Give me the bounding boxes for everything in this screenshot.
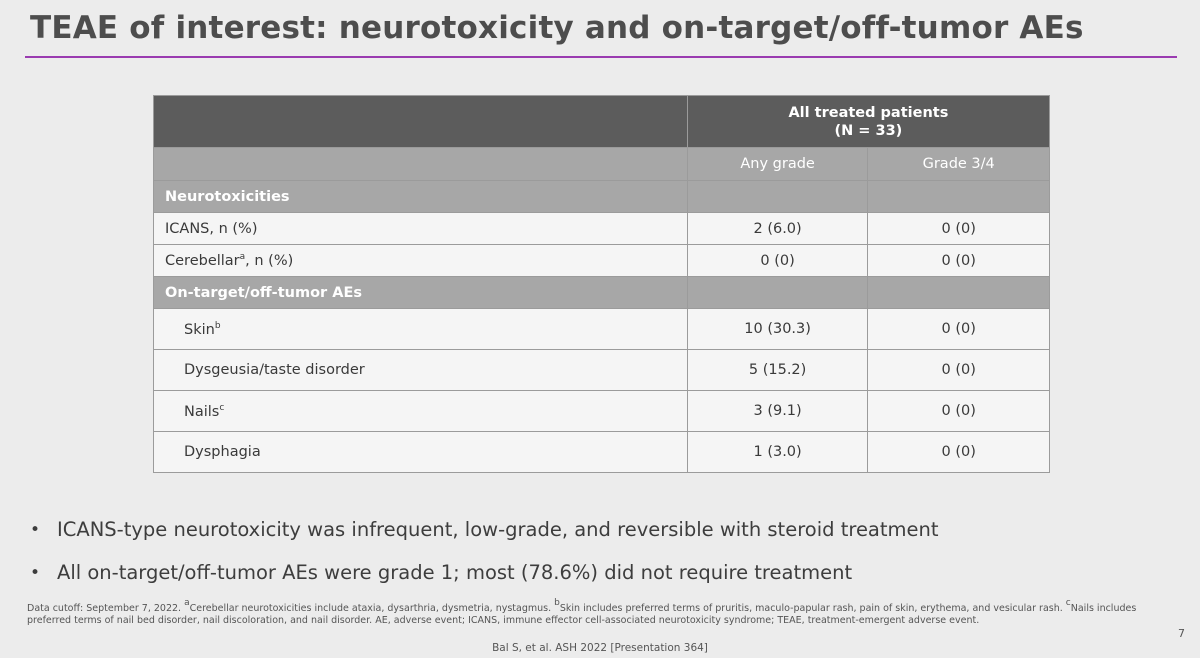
- table-row: [154, 432, 1050, 473]
- bullet-list: [30, 508, 939, 594]
- any-grade-value: 0 (0): [687, 245, 868, 277]
- footnote-marker: a: [239, 252, 246, 262]
- group-header-cell: [687, 96, 1049, 148]
- section-label: On-target/off-tumor AEs: [154, 277, 688, 309]
- grade-3-4-value: 0 (0): [868, 432, 1050, 473]
- any-grade-value: 2 (6.0): [687, 213, 868, 245]
- slide-title: TEAE of interest: neurotoxicity and on-target/off-tumor AEs: [30, 10, 1084, 46]
- row-label: Dysphagia: [154, 432, 688, 473]
- bullet-text: ICANS-type neurotoxicity was infrequent, low-grade, and reversible with steroid treatment: [57, 518, 939, 541]
- section-empty-cell: [687, 277, 868, 309]
- any-grade-value: 5 (15.2): [687, 350, 868, 391]
- any-grade-value: 3 (9.1): [687, 391, 868, 432]
- grade-3-4-value: 0 (0): [868, 350, 1050, 391]
- section-row-neurotoxicities: [154, 181, 1050, 213]
- section-empty-cell: [687, 181, 868, 213]
- table-row: [154, 245, 1050, 277]
- table-row: [154, 391, 1050, 432]
- any-grade-value: 10 (30.3): [687, 309, 868, 350]
- grade-3-4-value: 0 (0): [868, 391, 1050, 432]
- bullet-icon: •: [30, 562, 41, 583]
- bullet-text: All on-target/off-tumor AEs were grade 1; most (78.6%) did not require treatment: [57, 561, 853, 584]
- row-label: ICANS, n (%): [154, 213, 688, 245]
- title-divider: [25, 56, 1177, 58]
- adverse-events-table: [153, 95, 1050, 473]
- table-row: [154, 350, 1050, 391]
- row-label: Skin$^b$: [154, 309, 688, 350]
- footnote-marker: c: [219, 402, 225, 413]
- col-header-grade-3-4: Grade 3/4: [868, 148, 1050, 181]
- any-grade-value: 1 (3.0): [687, 432, 868, 473]
- grade-3-4-value: 0 (0): [868, 213, 1050, 245]
- section-empty-cell: [868, 181, 1050, 213]
- citation: Bal S, et al. ASH 2022 [Presentation 364]: [492, 642, 708, 654]
- bullet-item: [30, 551, 939, 594]
- grade-3-4-value: 0 (0): [868, 245, 1050, 277]
- table-header-row: [154, 96, 1050, 148]
- bullet-icon: •: [30, 519, 41, 540]
- col-header-any-grade: Any grade: [687, 148, 868, 181]
- footnote-marker: b: [214, 320, 221, 331]
- row-label: Dysgeusia/taste disorder: [154, 350, 688, 391]
- header-blank-cell: [154, 96, 688, 148]
- table-row: [154, 213, 1050, 245]
- section-label: Neurotoxicities: [154, 181, 688, 213]
- table-row: [154, 309, 1050, 350]
- group-header-line1: All treated patients: [788, 104, 949, 121]
- grade-3-4-value: 0 (0): [868, 309, 1050, 350]
- page-number: 7: [1178, 627, 1185, 640]
- section-row-on-target-off-tumor: [154, 277, 1050, 309]
- bullet-item: [30, 508, 939, 551]
- column-header-row: [154, 148, 1050, 181]
- footnote: Data cutoff: September 7, 2022. $^a$Cerebellar neurotoxicities include ataxia, dysarthria, dysmetria, nystagmus. $^b$Skin includes preferred terms of pruritis, maculo-papular rash, pain of skin, erythema, and vesicular rash. $^c$Nails includes preferred terms of nail bed disorder, nail discoloration, and nail disorder. AE, adverse event; ICANS, immune effector cell-associated neurotoxicity syndrome; TEAE, treatment-emergent adverse event.: [27, 598, 1137, 626]
- group-header-line2: (N = 33): [834, 122, 903, 139]
- row-label: Nails$^c$: [154, 391, 688, 432]
- header-blank-cell: [154, 148, 688, 181]
- section-empty-cell: [868, 277, 1050, 309]
- row-label: Cerebellar$^a$, n (%): [154, 245, 688, 277]
